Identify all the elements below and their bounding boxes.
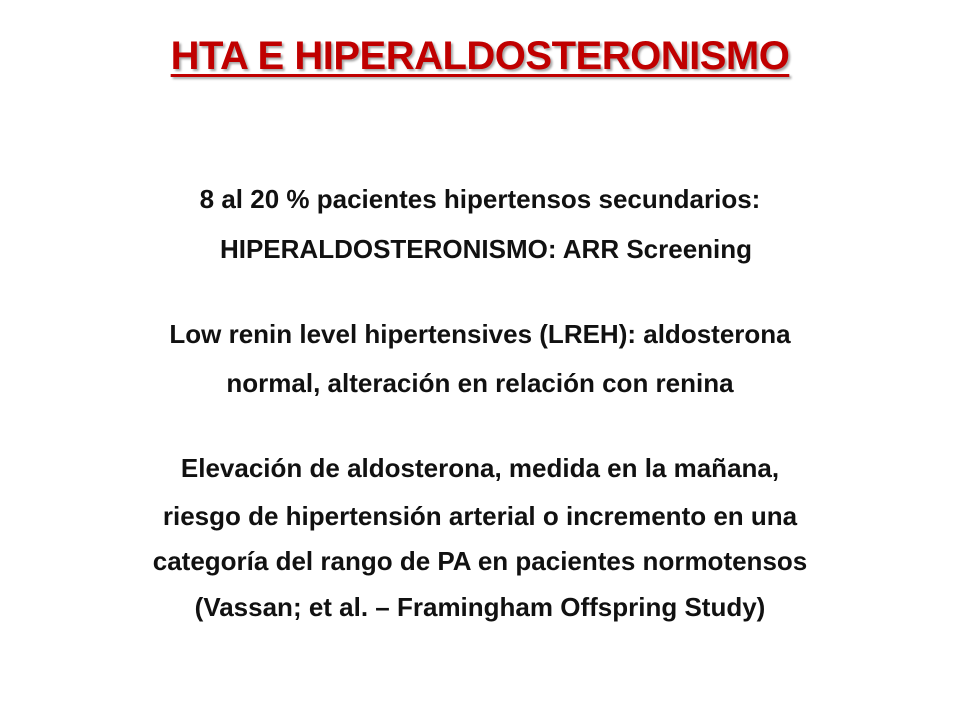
paragraph-3-line-3: categoría del rango de PA en pacientes normotensos [152,546,808,576]
paragraph-3-line-2: riesgo de hipertensión arterial o incremento en una [162,501,798,531]
paragraph-1-line-2: HIPERALDOSTERONISMO: ARR Screening [219,234,753,264]
paragraph-2-line-1: Low renin level hipertensives (LREH): aldosterona [169,319,791,349]
paragraph-3-line-4: (Vassan; et al. – Framingham Offspring Study) [194,592,766,622]
paragraph-3-line-1: Elevación de aldosterona, medida en la mañana, [180,453,780,483]
slide-title: HTA E HIPERALDOSTERONISMO [170,34,790,78]
paragraph-2-line-2: normal, alteración en relación con renina [226,368,734,398]
paragraph-1-line-1: 8 al 20 % pacientes hipertensos secundarios: [199,184,761,214]
